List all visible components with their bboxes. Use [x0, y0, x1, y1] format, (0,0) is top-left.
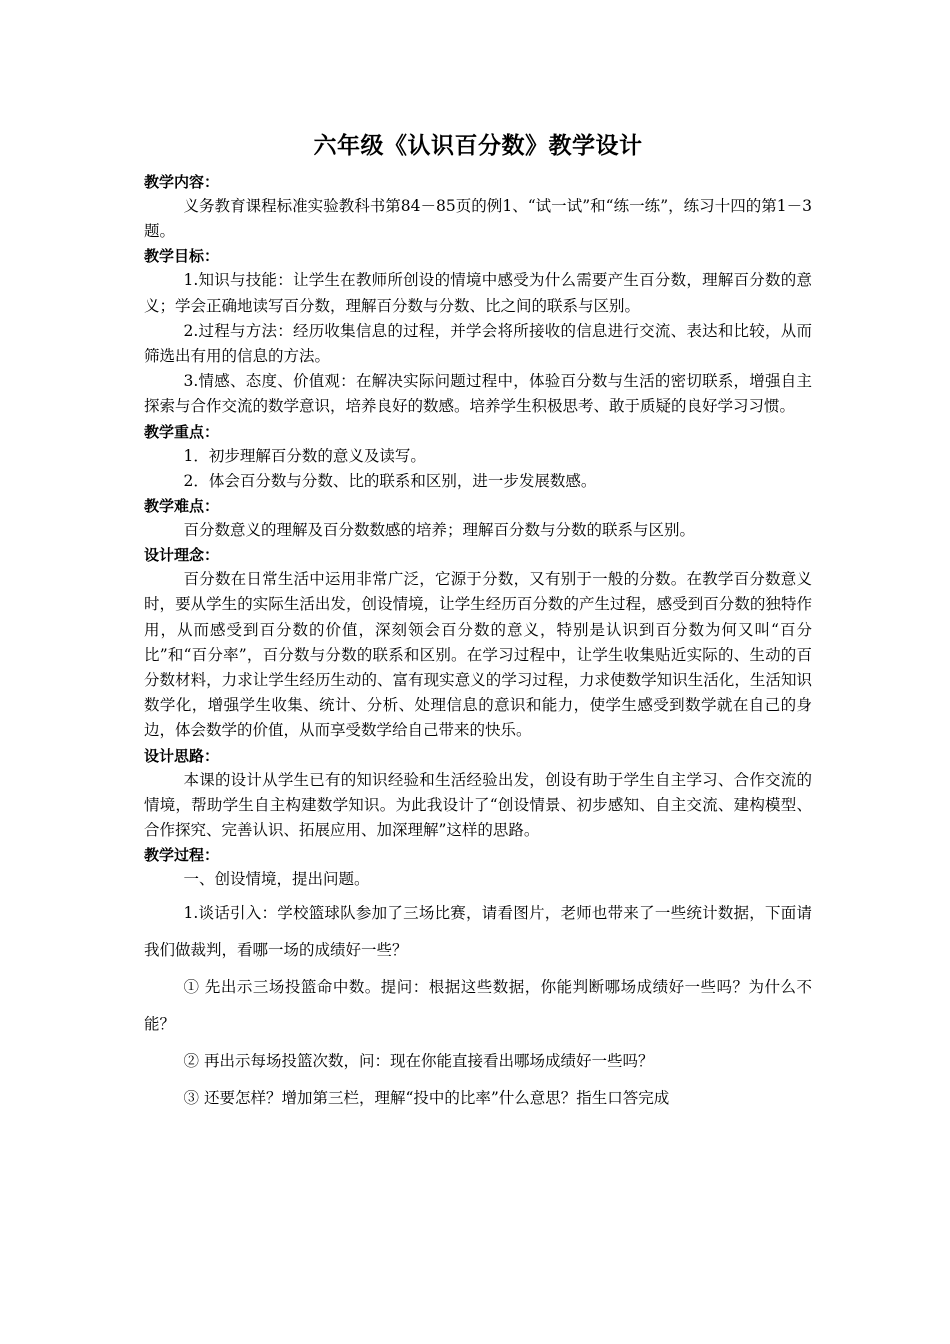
section-heading: 教学重点：: [144, 422, 220, 441]
paragraph: 3.情感、态度、价值观：在解决实际问题过程中，体验百分数与生活的密切联系，增强自主探索与合作交流的数学意识，培养良好的数感。培养学生积极思考、敢于质疑的良好学习习惯。: [144, 372, 812, 416]
section-heading: 教学内容：: [144, 173, 220, 191]
paragraph: 百分数在日常生活中运用非常广泛，它源于分数，又有别于一般的分数。在教学百分数意义时，要从学生的实际生活出发，创设情境，让学生经历百分数的产生过程，感受到百分数的独特作用，从而感受到百分数的价值，深刻领会百分数的意义，特别是认识到百分数为何又叫“百分比”和“百分率”，百分数与分数的联系和区别。在学习过程中，让学生收集贴近实际的、生动的百分数材料，力求让学生经历生动的、富有现实意义的学习过程，力求使数学知识生活化，生活知识数学化，增强学生收集、统计、分析、处理信息的意识和能力，使学生感受到数学就在自己的身边，体会数学的价值，从而享受数学给自己带来的快乐。: [144, 570, 812, 740]
section-heading: 教学目标：: [144, 247, 220, 266]
section-heading: 设计理念：: [144, 546, 220, 565]
document-title: 六年级《认识百分数》教学设计: [313, 133, 643, 159]
paragraph: ② 再出示每场投篮次数，问：现在你能直接看出哪场成绩好一些吗？: [183, 1052, 654, 1071]
paragraph: ① 先出示三场投篮命中数。提问：根据这些数据，你能判断哪场成绩好一些吗？为什么不能？: [144, 978, 812, 1034]
section-philosophy: [144, 543, 812, 743]
section-heading: 教学难点：: [144, 497, 220, 516]
section-heading: 教学过程：: [144, 846, 220, 865]
document-page: [144, 128, 812, 1117]
paragraph: 1.知识与技能：让学生在教师所创设的情境中感受为什么需要产生百分数，理解百分数的意义；学会正确地读写百分数，理解百分数与分数、比之间的联系与区别。: [144, 271, 812, 315]
paragraph: 本课的设计从学生已有的知识经验和生活经验出发，创设有助于学生自主学习、合作交流的情境，帮助学生自主构建数学知识。为此我设计了“创设情景、初步感知、自主交流、建构模型、合作探究、完善认识、拓展应用、加深理解”这样的思路。: [144, 770, 812, 840]
paragraph: 百分数意义的理解及百分数数感的培养；理解百分数与分数的联系与区别。: [183, 521, 696, 540]
paragraph: 一、创设情境，提出问题。: [183, 870, 370, 889]
section-objectives: [144, 244, 812, 419]
section-heading: 设计思路：: [144, 746, 220, 765]
paragraph: 1．初步理解百分数的意义及读写。: [183, 446, 426, 465]
section-content: [144, 170, 812, 244]
paragraph: 1.谈话引入：学校篮球队参加了三场比赛，请看图片，老师也带来了一些统计数据，下面请我们做裁判，看哪一场的成绩好一些？: [144, 904, 812, 960]
paragraph: 2.过程与方法：经历收集信息的过程，并学会将所接收的信息进行交流、表达和比较，从而筛选出有用的信息的方法。: [144, 321, 812, 366]
section-key-points: [144, 420, 812, 494]
paragraph: ③ 还要怎样？增加第三栏，理解“投中的比率”什么意思？指生口答完成: [183, 1089, 670, 1108]
paragraph: 2．体会百分数与分数、比的联系和区别，进一步发展数感。: [183, 471, 597, 490]
section-process: [144, 843, 812, 1117]
section-approach: [144, 744, 812, 844]
section-difficulties: [144, 494, 812, 543]
paragraph: 义务教育课程标准实验教科书第84－85页的例1、“试一试”和“练一练”，练习十四的第1－3题。: [144, 197, 812, 241]
